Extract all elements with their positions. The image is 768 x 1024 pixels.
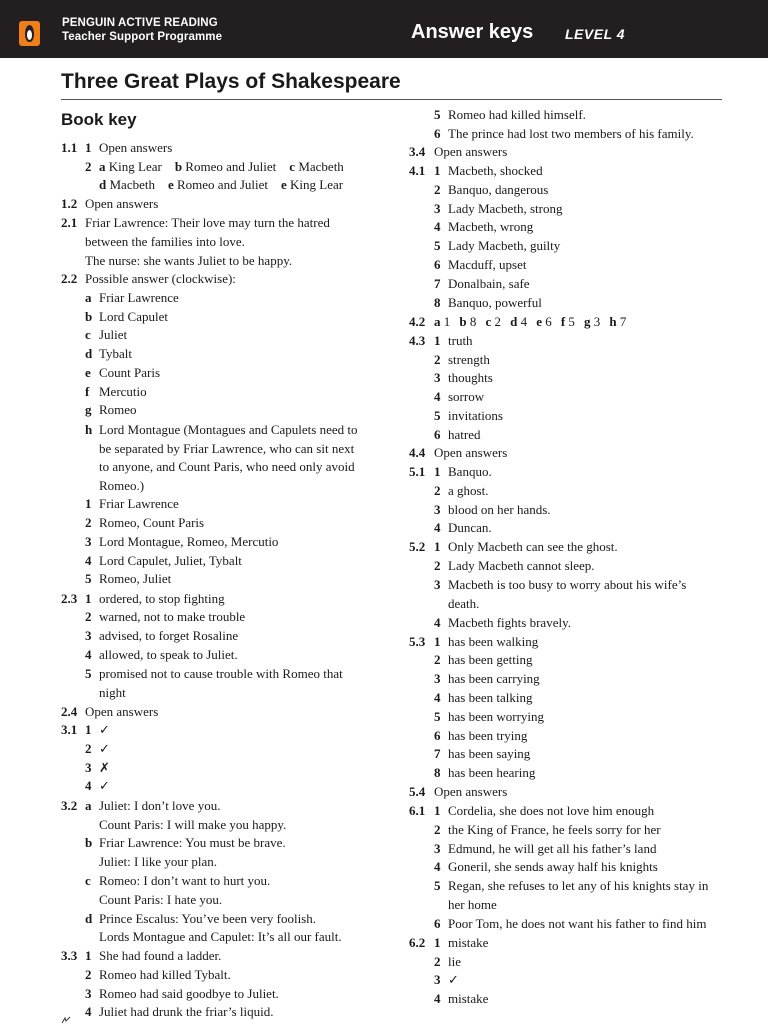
answer-text: mistake xyxy=(448,991,489,1006)
item-number: 6 xyxy=(434,427,441,442)
inline-letter: e xyxy=(167,177,174,192)
answer-text: Open answers xyxy=(99,140,173,155)
item-number: 5 xyxy=(434,408,441,423)
item-number: 2 xyxy=(85,609,92,624)
answer-text: Romeo xyxy=(99,402,137,417)
answer-text: Goneril, she sends away half his knights xyxy=(448,859,658,874)
answer-text: Juliet had drunk the friar’s liquid. xyxy=(99,1004,274,1019)
item-number: 2 xyxy=(434,182,441,197)
answer-text: invitations xyxy=(448,408,503,423)
answer-text: Open answers xyxy=(85,704,159,719)
exercise-number: 3.4 xyxy=(409,144,426,159)
item-number: 1 xyxy=(85,591,92,606)
answer-text: Lord Montague (Montagues and Capulets need to xyxy=(99,422,358,437)
answer-text: Prince Escalus: You’ve been very foolish. xyxy=(99,911,316,926)
inline-letter: g xyxy=(584,314,591,329)
inline-letter: d xyxy=(99,177,107,192)
answer-text: ordered, to stop fighting xyxy=(99,591,225,606)
answer-text: death. xyxy=(448,596,480,611)
exercise-number: 5.4 xyxy=(409,784,426,799)
inline-answer: King Lear xyxy=(108,159,162,174)
exercise-number: 3.2 xyxy=(61,798,78,813)
item-number: 3 xyxy=(85,760,92,775)
item-number: 1 xyxy=(434,163,441,178)
level-label: LEVEL 4 xyxy=(565,26,626,42)
item-number: 6 xyxy=(434,728,441,743)
exercise-number: 1.1 xyxy=(61,140,78,155)
answer-text: Open answers xyxy=(434,445,508,460)
answer-text: Donalbain, safe xyxy=(448,276,530,291)
item-number: 7 xyxy=(434,276,441,291)
inline-answers xyxy=(434,314,626,330)
exercise-number: 6.1 xyxy=(409,803,426,818)
answer-text: Friar Lawrence xyxy=(99,496,179,511)
inline-answer: 2 xyxy=(494,314,501,329)
header-bar xyxy=(0,0,768,58)
answer-text: She had found a ladder. xyxy=(99,948,222,963)
answer-text: The nurse: she wants Juliet to be happy. xyxy=(85,253,293,268)
answer-text: Macbeth, wrong xyxy=(448,219,534,234)
answer-text: The prince had lost two members of his family. xyxy=(448,126,694,141)
item-number: h xyxy=(85,422,93,437)
answer-text: Romeo, Juliet xyxy=(99,571,172,586)
answer-text: Count Paris: I hate you. xyxy=(99,892,223,907)
exercise-number: 6.2 xyxy=(409,935,426,950)
answer-text: Lords Montague and Capulet: It’s all our fault. xyxy=(99,929,342,944)
item-number: b xyxy=(85,309,93,324)
answer-text: ✓ xyxy=(99,722,110,737)
item-number: 6 xyxy=(434,257,441,272)
inline-answer: Romeo and Juliet xyxy=(185,159,277,174)
exercise-number: 2.4 xyxy=(61,704,78,719)
answer-text: Romeo, Count Paris xyxy=(99,515,205,530)
item-number: 4 xyxy=(434,615,441,630)
answer-text: has been saying xyxy=(448,746,531,761)
item-number: 2 xyxy=(434,954,441,969)
inline-letter: b xyxy=(174,159,183,174)
answer-text: Lady Macbeth, guilty xyxy=(448,238,561,253)
answer-text: Count Paris xyxy=(99,365,161,380)
item-number: 2 xyxy=(434,352,441,367)
answer-text: Friar Lawrence xyxy=(99,290,179,305)
item-number: 3 xyxy=(434,201,441,216)
item-number: d xyxy=(85,346,93,361)
inline-answers xyxy=(99,159,344,175)
answer-text: be separated by Friar Lawrence, who can sit next xyxy=(99,441,355,456)
answer-text: Juliet: I don’t love you. xyxy=(99,798,221,813)
item-number: g xyxy=(85,402,92,417)
inline-letter: a xyxy=(99,159,106,174)
exercise-number: 4.4 xyxy=(409,445,426,460)
section-label: Answer keys xyxy=(411,21,534,43)
answer-text: Juliet xyxy=(99,327,128,342)
item-number: 3 xyxy=(434,841,441,856)
exercise-number: 2.3 xyxy=(61,591,78,606)
inline-answer: 5 xyxy=(568,314,575,329)
item-number: 5 xyxy=(85,571,92,586)
answer-text: to anyone, and Count Paris, who need only avoid xyxy=(99,459,355,474)
answer-text: ✓ xyxy=(448,972,459,987)
answer-text: Only Macbeth can see the ghost. xyxy=(448,539,618,554)
inline-answer: 6 xyxy=(545,314,552,329)
item-number: 1 xyxy=(85,722,92,737)
item-number: 1 xyxy=(434,333,441,348)
item-number: f xyxy=(85,384,90,399)
item-number: 4 xyxy=(434,389,441,404)
answer-text: Count Paris: I will make you happy. xyxy=(99,817,287,832)
exercise-number: 4.2 xyxy=(409,314,426,329)
answer-text: Lady Macbeth cannot sleep. xyxy=(448,558,595,573)
item-number: 2 xyxy=(85,741,92,756)
answer-text: Macbeth fights bravely. xyxy=(448,615,571,630)
item-number: 2 xyxy=(434,483,441,498)
item-number: 1 xyxy=(85,496,92,511)
item-number: 3 xyxy=(85,986,92,1001)
item-number: 7 xyxy=(434,746,441,761)
answer-text: Edmund, he will get all his father’s land xyxy=(448,841,657,856)
exercise-number: 4.1 xyxy=(409,163,426,178)
exercise-number: 3.3 xyxy=(61,948,78,963)
item-number: b xyxy=(85,835,93,850)
inline-answer: 3 xyxy=(593,314,601,329)
item-number: 8 xyxy=(434,765,441,780)
answer-text: Lady Macbeth, strong xyxy=(448,201,563,216)
answer-text: ✗ xyxy=(99,760,110,775)
answer-text: Regan, she refuses to let any of his knights stay in xyxy=(448,878,709,893)
inline-letter: a xyxy=(434,314,441,329)
answer-text: has been worrying xyxy=(448,709,545,724)
item-number: 3 xyxy=(434,972,441,987)
item-number: 4 xyxy=(434,991,441,1006)
exercise-number: 4.3 xyxy=(409,333,426,348)
answer-text: Cordelia, she does not love him enough xyxy=(448,803,655,818)
answer-text: sorrow xyxy=(448,389,485,404)
inline-answer: Romeo and Juliet xyxy=(177,177,268,192)
inline-letter: e xyxy=(536,314,542,329)
inline-answer: Macbeth xyxy=(109,177,155,192)
item-number: 1 xyxy=(434,464,441,479)
answer-text: has been hearing xyxy=(448,765,536,780)
inline-answer: 7 xyxy=(619,314,627,329)
item-number: a xyxy=(85,290,92,305)
answer-text: promised not to cause trouble with Romeo that xyxy=(99,666,343,681)
item-number: 2 xyxy=(85,967,92,982)
item-number: 4 xyxy=(434,219,441,234)
answer-text: Duncan. xyxy=(448,520,492,535)
answer-text: Banquo, dangerous xyxy=(448,182,549,197)
answer-text: strength xyxy=(448,352,490,367)
page-corner-mark-icon xyxy=(61,1016,71,1024)
answer-text: Tybalt xyxy=(99,346,133,361)
item-number: a xyxy=(85,798,92,813)
inline-letter: c xyxy=(485,314,492,329)
answer-text: ✓ xyxy=(99,778,110,793)
answer-text: Poor Tom, he does not want his father to find him xyxy=(448,916,707,931)
answer-text: has been talking xyxy=(448,690,533,705)
answer-text: Banquo, powerful xyxy=(448,295,542,310)
answer-text: lie xyxy=(448,954,461,969)
item-number: 4 xyxy=(434,690,441,705)
answer-text: ✓ xyxy=(99,741,110,756)
inline-letter: c xyxy=(289,159,296,174)
answer-text: between the families into love. xyxy=(85,234,245,249)
item-number: 1 xyxy=(434,539,441,554)
inline-answer: King Lear xyxy=(290,177,344,192)
exercise-number: 2.2 xyxy=(61,271,78,286)
item-number: e xyxy=(85,365,91,380)
item-number: 2 xyxy=(434,652,441,667)
answer-text: blood on her hands. xyxy=(448,502,551,517)
answer-text: allowed, to speak to Juliet. xyxy=(99,647,238,662)
answer-text: the King of France, he feels sorry for her xyxy=(448,822,661,837)
item-number: 3 xyxy=(85,534,92,549)
item-number: 4 xyxy=(85,553,92,568)
inline-letter: e xyxy=(281,177,287,192)
answer-text: has been getting xyxy=(448,652,533,667)
exercise-number: 5.2 xyxy=(409,539,426,554)
answer-text: Macbeth is too busy to worry about his wife’s xyxy=(448,577,687,592)
answer-text: mistake xyxy=(448,935,489,950)
answer-text: Romeo had killed himself. xyxy=(448,107,586,122)
item-number: 5 xyxy=(434,107,441,122)
item-number: 3 xyxy=(434,502,441,517)
inline-letter: f xyxy=(560,314,566,329)
answer-text: Friar Lawrence: You must be brave. xyxy=(99,835,286,850)
inline-answers xyxy=(99,177,343,193)
answer-text: Mercutio xyxy=(99,384,147,399)
item-number: 5 xyxy=(434,878,441,893)
answer-text: Lord Capulet, Juliet, Tybalt xyxy=(99,553,242,568)
item-number: 4 xyxy=(85,1004,92,1019)
item-number: 6 xyxy=(434,916,441,931)
item-number: 1 xyxy=(85,140,92,155)
answer-text: warned, not to make trouble xyxy=(99,609,246,624)
item-number: 1 xyxy=(434,803,441,818)
item-number: 3 xyxy=(434,577,441,592)
inline-answer: 4 xyxy=(520,314,528,329)
item-number: 2 xyxy=(85,515,92,530)
item-number: 4 xyxy=(434,520,441,535)
item-number: 1 xyxy=(85,948,92,963)
answer-text: has been carrying xyxy=(448,671,540,686)
inline-answer: Macbeth xyxy=(298,159,344,174)
answer-text: Open answers xyxy=(434,144,508,159)
exercise-number: 2.1 xyxy=(61,215,78,230)
answer-text: Romeo.) xyxy=(99,478,145,493)
item-number: 3 xyxy=(434,671,441,686)
answer-text: night xyxy=(99,685,126,700)
answer-text: thoughts xyxy=(448,370,493,385)
item-number: 2 xyxy=(85,159,92,174)
item-number: 4 xyxy=(85,647,92,662)
answer-text: Open answers xyxy=(85,196,159,211)
item-number: c xyxy=(85,873,91,888)
answer-text: Romeo had killed Tybalt. xyxy=(99,967,231,982)
inline-answer: 8 xyxy=(469,314,477,329)
answer-text: advised, to forget Rosaline xyxy=(99,628,239,643)
answer-text: Lord Montague, Romeo, Mercutio xyxy=(99,534,279,549)
item-number: 5 xyxy=(434,238,441,253)
inline-answer: 1 xyxy=(443,314,451,329)
item-number: 2 xyxy=(434,558,441,573)
answer-text: a ghost. xyxy=(448,483,489,498)
answer-text: Banquo. xyxy=(448,464,492,479)
inline-letter: h xyxy=(609,314,617,329)
exercise-number: 5.1 xyxy=(409,464,426,479)
answer-text: Lord Capulet xyxy=(99,309,168,324)
answer-text: hatred xyxy=(448,427,481,442)
item-number: 4 xyxy=(434,859,441,874)
answer-text: Romeo: I don’t want to hurt you. xyxy=(99,873,271,888)
section-heading: Book key xyxy=(61,110,137,129)
answer-text: Romeo had said goodbye to Juliet. xyxy=(99,986,279,1001)
exercise-number: 5.3 xyxy=(409,634,426,649)
item-number: d xyxy=(85,911,93,926)
penguin-logo-icon xyxy=(19,21,40,46)
answer-text: Open answers xyxy=(434,784,508,799)
item-number: 8 xyxy=(434,295,441,310)
item-number: 3 xyxy=(85,628,92,643)
item-number: 1 xyxy=(434,634,441,649)
page-title: Three Great Plays of Shakespeare xyxy=(61,70,401,93)
answer-text: Possible answer (clockwise): xyxy=(85,271,236,286)
exercise-number: 3.1 xyxy=(61,722,78,737)
item-number: c xyxy=(85,327,91,342)
item-number: 1 xyxy=(434,935,441,950)
item-number: 4 xyxy=(85,778,92,793)
answer-text: her home xyxy=(448,897,497,912)
item-number: 5 xyxy=(434,709,441,724)
answer-text: Macbeth, shocked xyxy=(448,163,543,178)
item-number: 6 xyxy=(434,126,441,141)
answer-text: has been trying xyxy=(448,728,528,743)
answer-text: Friar Lawrence: Their love may turn the hatred xyxy=(85,215,330,230)
title-divider xyxy=(61,99,722,100)
exercise-number: 1.2 xyxy=(61,196,78,211)
answer-text: truth xyxy=(448,333,473,348)
brand-line-2: Teacher Support Programme xyxy=(62,31,223,43)
item-number: 2 xyxy=(434,822,441,837)
inline-letter: d xyxy=(510,314,518,329)
item-number: 3 xyxy=(434,370,441,385)
inline-letter: b xyxy=(459,314,467,329)
answer-text: Macduff, upset xyxy=(448,257,527,272)
answer-text: Juliet: I like your plan. xyxy=(99,854,218,869)
item-number: 5 xyxy=(85,666,92,681)
brand-line-1: PENGUIN ACTIVE READING xyxy=(62,17,218,29)
answer-text: has been walking xyxy=(448,634,539,649)
